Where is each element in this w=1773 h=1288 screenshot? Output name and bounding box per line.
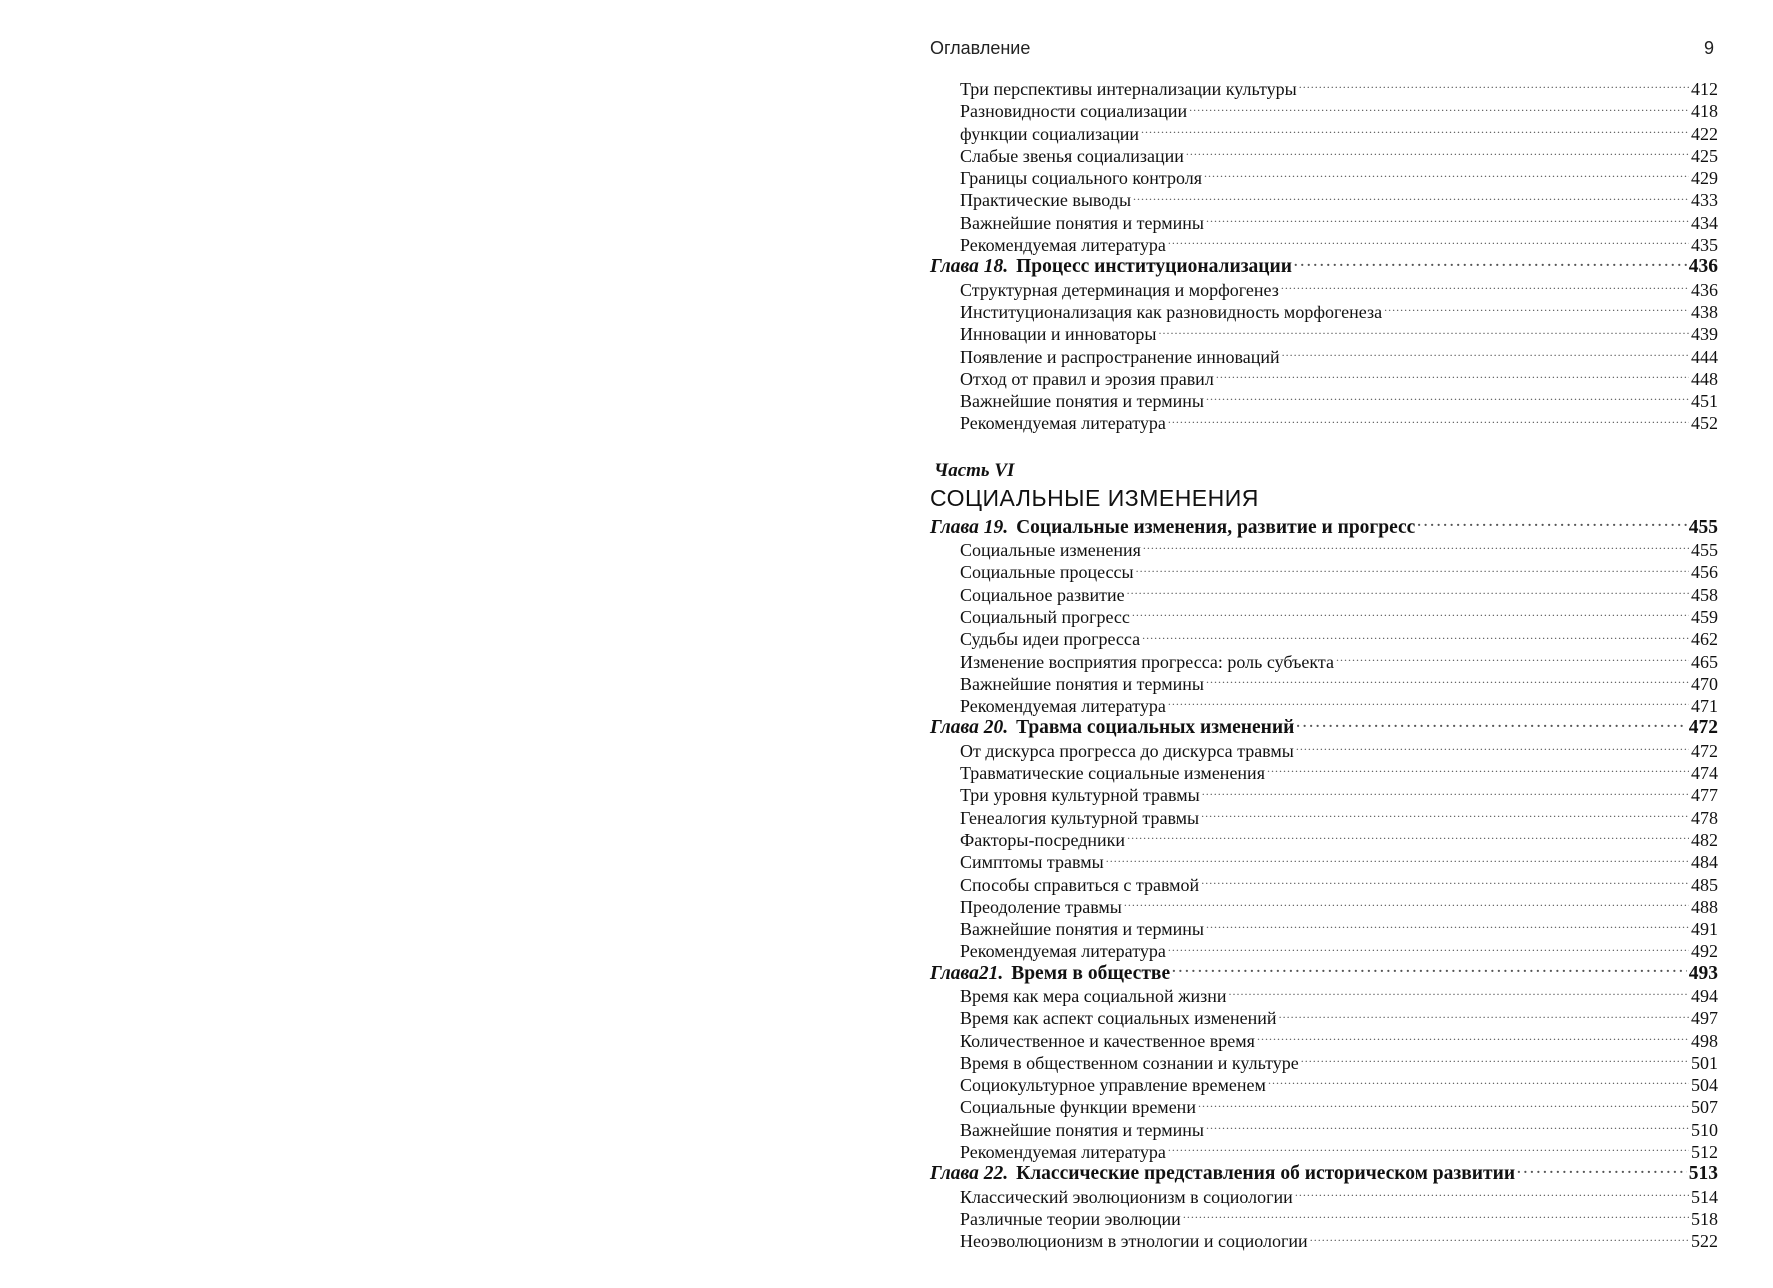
toc-entry[interactable] — [930, 412, 1718, 434]
dot-leader — [1142, 624, 1689, 646]
toc-entry-label: Важнейшие понятия и термины — [960, 391, 1204, 412]
toc-page-number: 498 — [1691, 1030, 1718, 1051]
dot-leader — [1299, 73, 1689, 95]
chapter-title: Время в обществе — [1011, 962, 1171, 984]
chapter-number: Глава 20. — [930, 717, 1009, 739]
part-label: Часть VI — [934, 459, 1015, 481]
dot-leader — [1384, 296, 1689, 318]
dot-leader — [1127, 824, 1689, 846]
toc-page-number: 482 — [1691, 829, 1718, 850]
toc-page-number: 484 — [1691, 852, 1718, 873]
dot-leader — [1267, 757, 1689, 779]
toc-page-number: 518 — [1691, 1208, 1718, 1229]
running-head-title: Оглавление — [930, 38, 1031, 58]
toc-page-number: 455 — [1688, 516, 1718, 538]
dot-leader — [1216, 363, 1689, 385]
toc-page-number: 477 — [1691, 785, 1718, 806]
toc-entry-label: Институционализация как разновидность морфогенеза — [960, 301, 1383, 322]
toc-entry-label: Три перспективы интернализации культуры — [960, 79, 1297, 99]
toc-entry-label: Классический эволюционизм в социологии — [960, 1186, 1293, 1207]
dot-leader — [1282, 341, 1689, 363]
chapter-number: Глава21. — [930, 962, 1004, 984]
toc-page-number: 465 — [1691, 651, 1718, 672]
toc-page-number: 455 — [1691, 540, 1718, 561]
toc-page-number: 452 — [1691, 413, 1718, 434]
toc-page-number: 451 — [1691, 391, 1718, 412]
toc-entry-label: Социальный прогресс — [960, 606, 1130, 627]
toc-entry-label: Количественное и качественное время — [960, 1030, 1255, 1051]
dot-leader — [1417, 512, 1686, 534]
toc-page-number: 513 — [1688, 1163, 1718, 1185]
toc-entry-label: Практические выводы — [960, 190, 1132, 211]
toc-page-number: 458 — [1691, 584, 1718, 605]
toc-page-number: 512 — [1691, 1142, 1718, 1163]
chapter-number: Глава 22. — [930, 1163, 1009, 1185]
dot-leader — [1201, 802, 1689, 824]
dot-leader — [1279, 1003, 1689, 1025]
toc-entry-label: Социальные изменения — [960, 540, 1141, 561]
toc-entry-label: Социальное развитие — [960, 584, 1125, 605]
dot-leader — [1229, 980, 1689, 1002]
toc-page-number: 491 — [1691, 919, 1718, 940]
toc-entry-label: Травматические социальные изменения — [960, 763, 1265, 784]
toc-page — [930, 0, 1720, 1288]
toc-entry-label: Генеалогия культурной травмы — [960, 807, 1200, 828]
dot-leader — [1296, 735, 1689, 757]
dot-leader — [1141, 118, 1689, 140]
dot-leader — [1168, 1136, 1689, 1158]
toc-entry-label: Рекомендуемая литература — [960, 696, 1166, 717]
toc-entry-label: Появление и распространение инноваций — [960, 346, 1280, 367]
dot-leader — [1336, 646, 1689, 668]
toc-entry-label: Симптомы травмы — [960, 852, 1104, 873]
toc-entry-label: Разновидности социализации — [960, 101, 1188, 122]
page-number: 9 — [1703, 38, 1714, 58]
toc-entry-label: функции социализации — [960, 123, 1140, 144]
dot-leader — [1295, 1181, 1689, 1203]
toc-page-number: 462 — [1691, 629, 1718, 650]
chapter-title: Социальные изменения, развитие и прогресс — [1016, 516, 1416, 538]
dot-leader — [1172, 958, 1687, 980]
toc-page-number: 472 — [1688, 717, 1718, 739]
dot-leader — [1106, 847, 1689, 869]
dot-leader — [1206, 1114, 1689, 1136]
dot-leader — [1168, 690, 1689, 712]
dot-leader — [1268, 1069, 1689, 1091]
toc-entry-label: Время как мера социальной жизни — [960, 985, 1227, 1006]
dot-leader — [1183, 1203, 1689, 1225]
toc-block-1 — [930, 78, 1718, 435]
toc-page-number: 514 — [1691, 1186, 1718, 1207]
dot-leader — [1168, 229, 1689, 251]
toc-entry-label: Важнейшие понятия и термины — [960, 919, 1204, 940]
toc-entry-label — [930, 963, 1170, 985]
toc-entry-label: Преодоление травмы — [960, 896, 1122, 917]
toc-entry-label: Три уровня культурной травмы — [960, 785, 1200, 806]
toc-entry[interactable] — [930, 1230, 1718, 1252]
toc-entry-label: Социальные процессы — [960, 562, 1134, 583]
toc-entry-label: Способы справиться с травмой — [960, 874, 1200, 895]
toc-page-number: 510 — [1691, 1119, 1718, 1140]
toc-page-number: 478 — [1691, 807, 1718, 828]
dot-leader — [1206, 913, 1689, 935]
toc-entry-label: Судьбы идеи прогресса — [960, 629, 1141, 650]
dot-leader — [1132, 601, 1689, 623]
running-head — [930, 38, 1714, 62]
toc-entry-label: Важнейшие понятия и термины — [960, 212, 1204, 233]
dot-leader — [1517, 1159, 1687, 1181]
dot-leader — [1133, 185, 1689, 207]
chapter-title: Классические представления об историческом развитии — [1016, 1163, 1516, 1185]
chapter-title: Травма социальных изменений — [1016, 717, 1295, 739]
toc-page-number: 433 — [1691, 190, 1718, 211]
dot-leader — [1296, 713, 1686, 735]
dot-leader — [1186, 140, 1689, 162]
toc-block-2 — [930, 517, 1718, 1253]
toc-page-number: 422 — [1691, 123, 1718, 144]
toc-page-number: 412 — [1691, 79, 1718, 99]
toc-entry-label: Отход от правил и эрозия правил — [960, 368, 1214, 389]
dot-leader — [1206, 668, 1689, 690]
toc-page-number: 485 — [1691, 874, 1718, 895]
dot-leader — [1168, 936, 1689, 958]
toc-page-number: 436 — [1688, 256, 1718, 278]
toc-page-number: 493 — [1688, 962, 1718, 984]
dot-leader — [1198, 1092, 1689, 1114]
toc-page-number: 435 — [1691, 235, 1718, 256]
toc-entry-label: Рекомендуемая литература — [960, 413, 1166, 434]
toc-entry-label: Важнейшие понятия и термины — [960, 673, 1204, 694]
toc-entry-label: Рекомендуемая литература — [960, 1142, 1166, 1163]
toc-page-number: 459 — [1691, 606, 1718, 627]
toc-page-number: 425 — [1691, 145, 1718, 166]
toc-page-number: 492 — [1691, 941, 1718, 962]
toc-entry-label: Время как аспект социальных изменений — [960, 1008, 1277, 1029]
dot-leader — [1124, 891, 1689, 913]
toc-entry-label: Структурная детерминация и морфогенез — [960, 279, 1279, 300]
part-title: СОЦИАЛЬНЫЕ ИЗМЕНЕНИЯ — [930, 484, 1259, 511]
toc-entry-label: Различные теории эволюции — [960, 1208, 1181, 1229]
toc-page-number: 494 — [1691, 985, 1718, 1006]
toc-page-number: 504 — [1691, 1075, 1718, 1096]
toc-entry-label: Слабые звенья социализации — [960, 145, 1184, 166]
toc-entry-label — [930, 256, 1292, 278]
toc-page-number: 474 — [1691, 763, 1718, 784]
toc-entry-label: Инновации и инноваторы — [960, 324, 1157, 345]
toc-page-number: 497 — [1691, 1008, 1718, 1029]
toc-page-number: 436 — [1691, 279, 1718, 300]
chapter-number: Глава 18. — [930, 256, 1009, 278]
dot-leader — [1136, 557, 1689, 579]
toc-page-number: 470 — [1691, 673, 1718, 694]
dot-leader — [1310, 1226, 1689, 1248]
chapter-title: Процесс институционализации — [1016, 256, 1293, 278]
toc-entry-label: Социальные функции времени — [960, 1097, 1196, 1118]
dot-leader — [1158, 319, 1689, 341]
toc-page-number: 456 — [1691, 562, 1718, 583]
dot-leader — [1204, 162, 1689, 184]
toc-page-number: 472 — [1691, 740, 1718, 761]
part-heading — [930, 459, 1718, 513]
toc-entry-label: Границы социального контроля — [960, 168, 1202, 189]
dot-leader — [1143, 534, 1689, 556]
dot-leader — [1281, 274, 1689, 296]
toc-entry-label — [930, 717, 1294, 739]
toc-entry-label: Рекомендуемая литература — [960, 235, 1166, 256]
toc-page-number: 507 — [1691, 1097, 1718, 1118]
dot-leader — [1257, 1025, 1689, 1047]
dot-leader — [1127, 579, 1689, 601]
dot-leader — [1201, 869, 1689, 891]
dot-leader — [1189, 96, 1689, 118]
toc-entry-label: Рекомендуемая литература — [960, 941, 1166, 962]
toc-entry-label: Факторы-посредники — [960, 829, 1126, 850]
table-of-contents — [930, 78, 1718, 1253]
dot-leader — [1202, 780, 1689, 802]
dot-leader — [1206, 385, 1689, 407]
toc-page-number: 434 — [1691, 212, 1718, 233]
toc-page-number: 429 — [1691, 168, 1718, 189]
toc-page-number: 418 — [1691, 101, 1718, 122]
toc-page-number: 448 — [1691, 368, 1718, 389]
toc-entry-label: Время в общественном сознании и культуре — [960, 1052, 1299, 1073]
toc-entry-label: Важнейшие понятия и термины — [960, 1119, 1204, 1140]
toc-entry-label: От дискурса прогресса до дискурса травмы — [960, 740, 1294, 761]
toc-entry-label: Изменение восприятия прогресса: роль субъекта — [960, 651, 1334, 672]
toc-entry-label: Неоэволюционизм в этнологии и социологии — [960, 1231, 1308, 1252]
toc-page-number: 471 — [1691, 696, 1718, 717]
toc-page-number: 488 — [1691, 896, 1718, 917]
toc-page-number: 522 — [1691, 1231, 1718, 1252]
chapter-number: Глава 19. — [930, 516, 1009, 538]
toc-page-number: 444 — [1691, 346, 1718, 367]
dot-leader — [1206, 207, 1689, 229]
toc-entry-label: Социокультурное управление временем — [960, 1075, 1266, 1096]
dot-leader — [1301, 1047, 1689, 1069]
toc-page-number: 439 — [1691, 324, 1718, 345]
toc-page-number: 501 — [1691, 1052, 1718, 1073]
dot-leader — [1294, 252, 1687, 274]
toc-page-number: 438 — [1691, 301, 1718, 322]
dot-leader — [1168, 408, 1689, 430]
